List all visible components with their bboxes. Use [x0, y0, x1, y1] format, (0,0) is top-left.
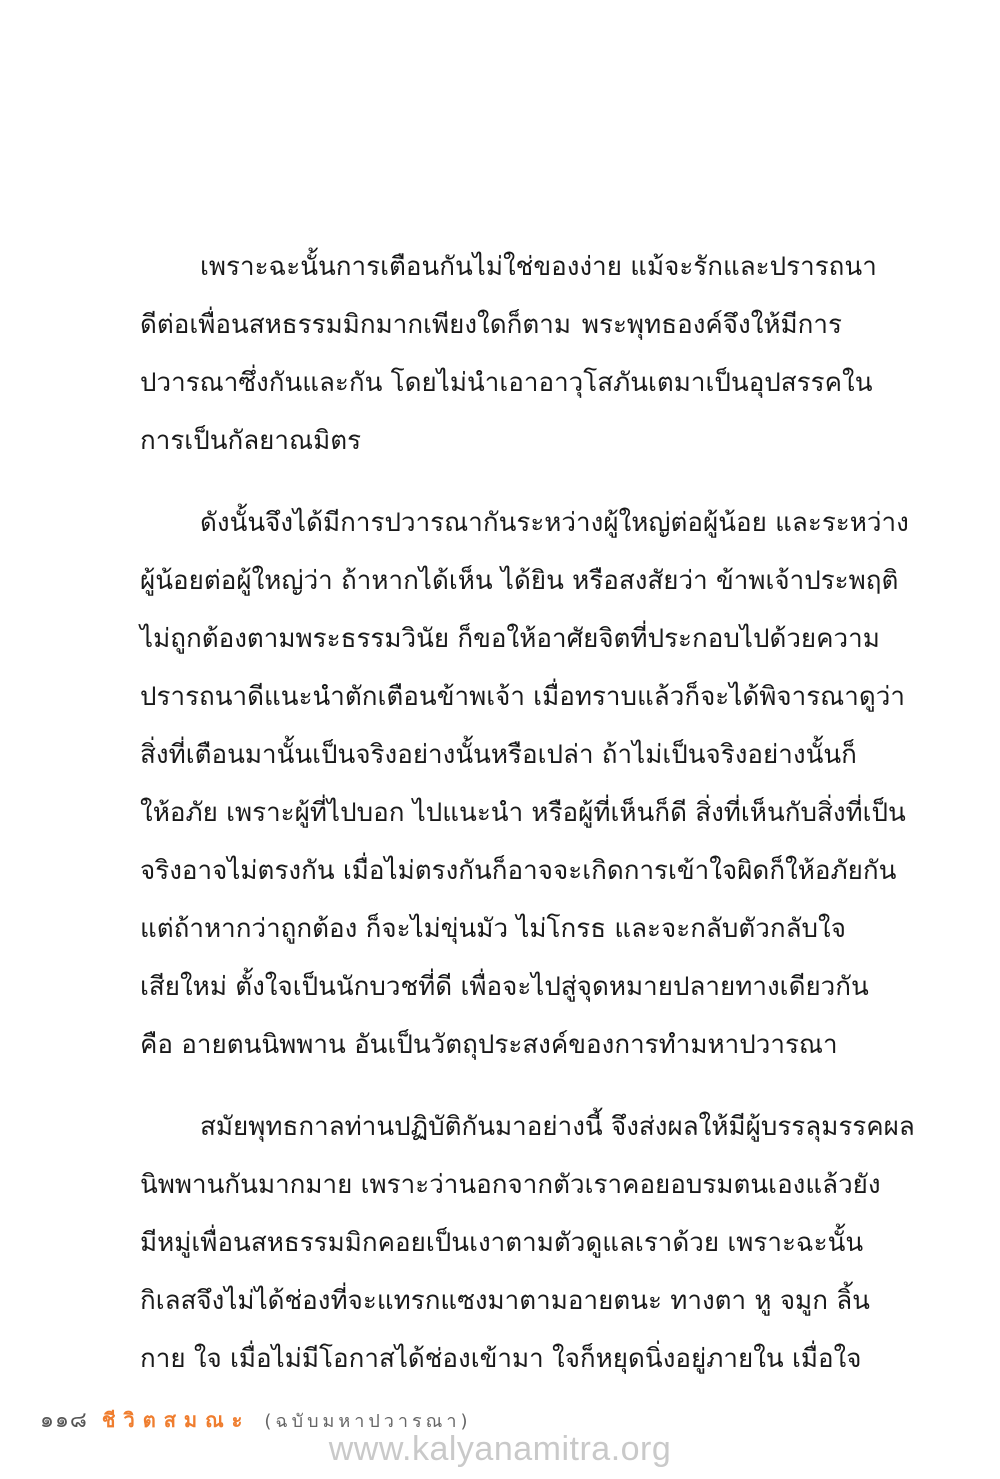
- text-line: ปรารถนาดีแนะนำตักเตือนข้าพเจ้า เมื่อทราบแล้วก็จะได้พิจารณาดูว่า: [140, 682, 905, 712]
- edition-title: (ฉบับมหาปวารณา): [264, 1411, 472, 1432]
- book-title: ชีวิตสมณะ: [101, 1408, 251, 1432]
- paragraph-1: [140, 238, 877, 470]
- text-line: ไม่ถูกต้องตามพระธรรมวินัย ก็ขอให้อาศัยจิตที่ประกอบไปด้วยความ: [140, 624, 880, 654]
- paragraph-2: [140, 494, 909, 1074]
- text-line: เพราะฉะนั้นการเตือนกันไม่ใช่ของง่าย แม้จะรักและปรารถนา: [200, 252, 877, 282]
- text-line: การเป็นกัลยาณมิตร: [140, 426, 362, 456]
- text-line: นิพพานกันมากมาย เพราะว่านอกจากตัวเราคอยอบรมตนเองแล้วยัง: [140, 1170, 881, 1200]
- text-line: ดีต่อเพื่อนสหธรรมมิกมากเพียงใดก็ตาม พระพุทธองค์จึงให้มีการ: [140, 310, 842, 340]
- website-watermark: www.kalyanamitra.org: [328, 1430, 672, 1468]
- text-line: ให้อภัย เพราะผู้ที่ไปบอก ไปแนะนำ หรือผู้ที่เห็นก็ดี สิ่งที่เห็นกับสิ่งที่เป็น: [140, 798, 906, 828]
- text-line: เสียใหม่ ตั้งใจเป็นนักบวชที่ดี เพื่อจะไปสู่จุดหมายปลายทางเดียวกัน: [140, 972, 869, 1002]
- text-line: จริงอาจไม่ตรงกัน เมื่อไม่ตรงกันก็อาจจะเกิดการเข้าใจผิดก็ให้อภัยกัน: [140, 856, 897, 886]
- text-line: กิเลสจึงไม่ได้ช่องที่จะแทรกแซงมาตามอายตนะ ทางตา หู จมูก ลิ้น: [140, 1286, 870, 1316]
- page-number: ๑๑๘: [40, 1408, 88, 1433]
- text-line: แต่ถ้าหากว่าถูกต้อง ก็จะไม่ขุ่นมัว ไม่โกรธ และจะกลับตัวกลับใจ: [140, 914, 846, 944]
- text-line: ปวารณาซึ่งกันและกัน โดยไม่นำเอาอาวุโสภันเตมาเป็นอุปสรรคใน: [140, 368, 873, 398]
- paragraph-3: [140, 1098, 915, 1388]
- text-line: สมัยพุทธกาลท่านปฏิบัติกันมาอย่างนี้ จึงส่งผลให้มีผู้บรรลุมรรคผล: [200, 1112, 915, 1142]
- text-line: คือ อายตนนิพพาน อันเป็นวัตถุประสงค์ของการทำมหาปวารณา: [140, 1030, 838, 1060]
- text-line: ผู้น้อยต่อผู้ใหญ่ว่า ถ้าหากได้เห็น ได้ยิน หรือสงสัยว่า ข้าพเจ้าประพฤติ: [140, 566, 899, 596]
- body-text: [140, 238, 915, 1412]
- text-line: มีหมู่เพื่อนสหธรรมมิกคอยเป็นเงาตามตัวดูแลเราด้วย เพราะฉะนั้น: [140, 1228, 864, 1258]
- text-line: กาย ใจ เมื่อไม่มีโอกาสได้ช่องเข้ามา ใจก็หยุดนิ่งอยู่ภายใน เมื่อใจ: [140, 1344, 862, 1374]
- text-line: ดังนั้นจึงได้มีการปวารณากันระหว่างผู้ใหญ่ต่อผู้น้อย และระหว่าง: [200, 508, 909, 538]
- text-line: สิ่งที่เตือนมานั้นเป็นจริงอย่างนั้นหรือเปล่า ถ้าไม่เป็นจริงอย่างนั้นก็: [140, 740, 857, 770]
